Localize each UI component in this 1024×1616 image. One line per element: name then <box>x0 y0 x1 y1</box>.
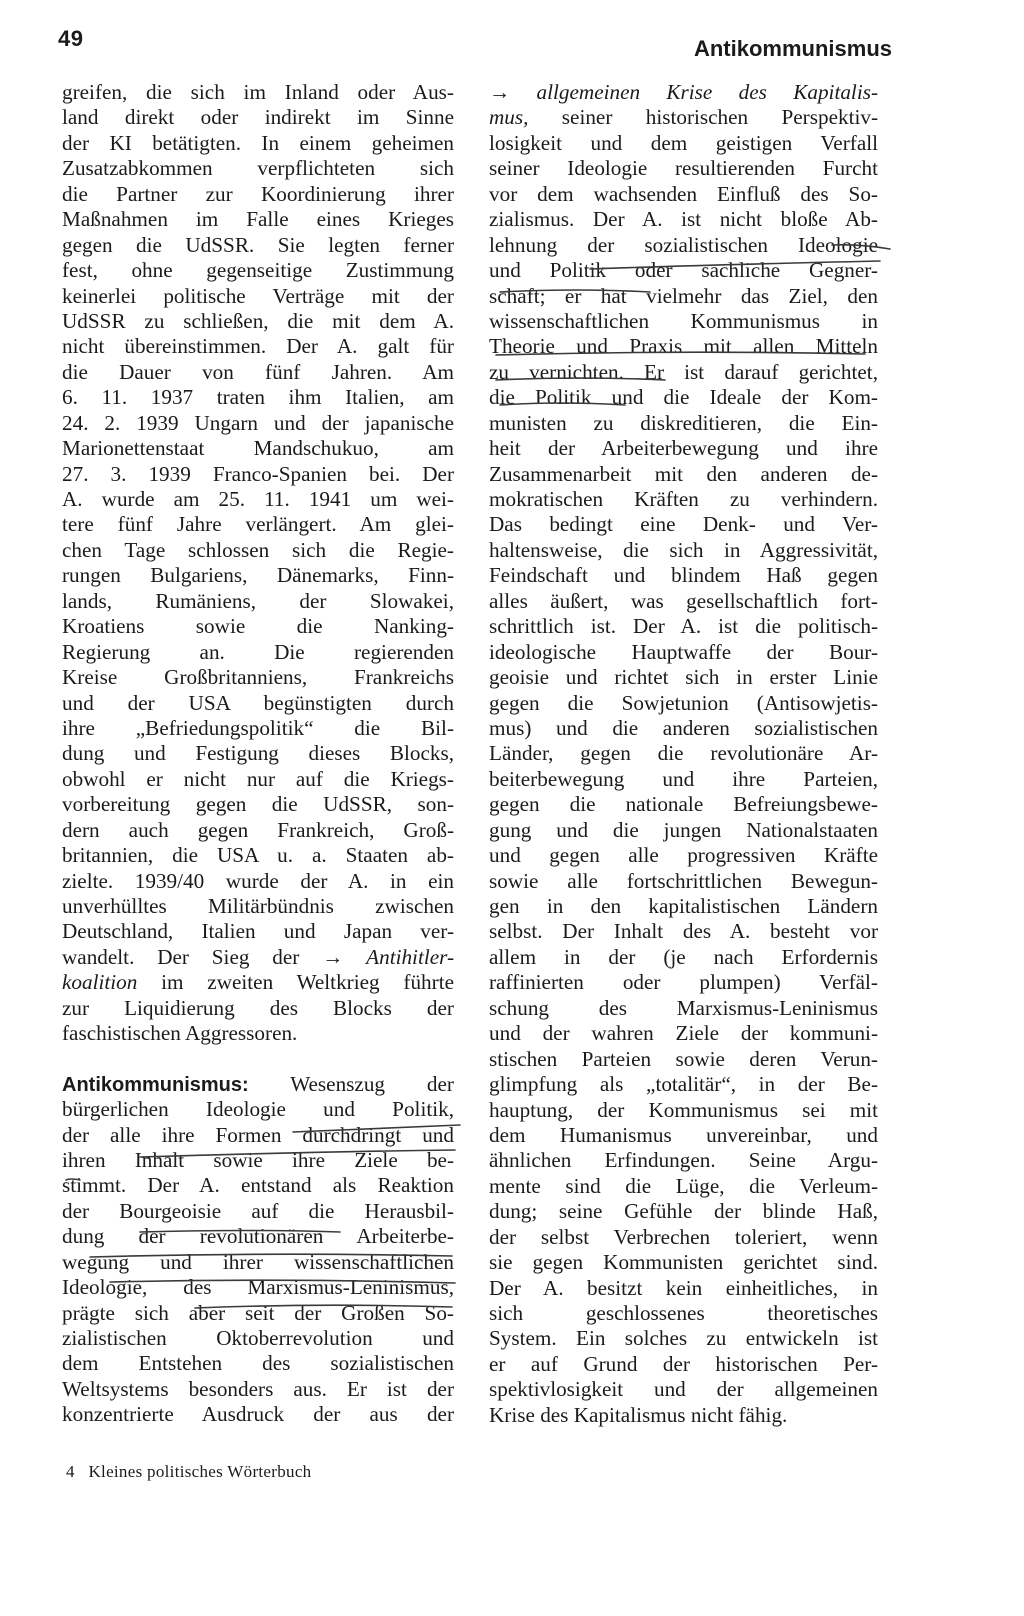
text-line: obwohl er nicht nur auf die Kriegs- <box>62 766 454 791</box>
text-line: unverhülltes Militärbündnis zwischen <box>62 894 454 918</box>
text-line: fest, ohne gegenseitige Zustimmung <box>62 258 454 283</box>
text-line: Länder, gegen die revolutionäre Ar- <box>489 741 878 766</box>
text-line: zialismus. Der A. ist nicht bloße Ab- <box>489 207 878 232</box>
text-line: gegen die nationale Befreiungsbewe- <box>489 792 878 817</box>
text-line: Zusatzabkommen verpflichteten sich <box>62 156 454 181</box>
text-line: ähnlichen Erfindungen. Seine Argu- <box>489 1148 878 1173</box>
text-line: mus, seiner historischen Perspektiv- <box>489 105 878 130</box>
signature-mark: 4 <box>66 1462 75 1481</box>
text-line: der KI betätigten. In einem geheimen <box>62 130 454 155</box>
entry-first-line: Antikommunismus: Wesenszug der <box>62 1071 454 1096</box>
text-line: konzentrierte Ausdruck der aus der <box>62 1402 454 1427</box>
text-line: mokratischen Kräften zu verhindern. <box>489 487 878 511</box>
text-line: System. Ein solches zu entwickeln ist <box>489 1326 878 1351</box>
text-line: beiterbewegung und ihre Parteien, <box>489 766 878 791</box>
text-line: wegung und ihrer wissenschaftlichen <box>62 1249 454 1274</box>
text-line: allem in der (je nach Erfordernis <box>489 944 878 969</box>
text-line: 6. 11. 1937 traten ihm Italien, am <box>62 385 454 410</box>
text-line: schung des Marxismus-Leninismus <box>489 995 878 1020</box>
text-line: seiner Ideologie resultierenden Furcht <box>489 156 878 181</box>
text-line: spektivlosigkeit und der allgemeinen <box>489 1377 878 1402</box>
text-line: Theorie und Praxis mit allen Mitteln <box>489 334 878 359</box>
text-line: tere fünf Jahre verlängert. Am glei- <box>62 512 454 537</box>
text-line: mus) und die anderen sozialistischen <box>489 715 878 740</box>
text-line: der Bourgeoisie auf die Herausbil- <box>62 1198 454 1223</box>
text-line: rungen Bulgariens, Dänemarks, Finn- <box>62 563 454 588</box>
text-line: Kroatiens sowie die Nanking- <box>62 614 454 639</box>
text-line: wandelt. Der Sieg der → Antihitler- <box>62 944 454 969</box>
text-line: A. wurde am 25. 11. 1941 um wei- <box>62 487 454 511</box>
text-line: chen Tage schlossen sich die Regie- <box>62 537 454 562</box>
text-line: gung und die jungen Nationalstaaten <box>489 817 878 842</box>
text-line: stimmt. Der A. entstand als Reaktion <box>62 1173 454 1198</box>
text-line: sowie alle fortschrittlichen Bewegun- <box>489 868 878 893</box>
text-line: Ideologie, des Marxismus-Leninismus, <box>62 1275 454 1300</box>
text-line: er auf Grund der historischen Per- <box>489 1351 878 1376</box>
dictionary-entry <box>62 1072 454 1428</box>
text-line: Weltsystems besonders aus. Er ist der <box>62 1376 454 1401</box>
text-line: stischen Parteien sowie deren Verun- <box>489 1046 878 1071</box>
text-line: ihren Inhalt sowie ihre Ziele be- <box>62 1147 454 1172</box>
text-line: zialistischen Oktoberrevolution und <box>62 1326 454 1350</box>
book-title: Kleines politisches Wörterbuch <box>88 1462 312 1481</box>
text-line: land direkt oder indirekt im Sinne <box>62 105 454 130</box>
text-line: gegen die UdSSR. Sie legten ferner <box>62 232 454 257</box>
text-line: und der wahren Ziele der kommuni- <box>489 1021 878 1046</box>
paragraph-gap <box>62 1047 454 1072</box>
text-line: 27. 3. 1939 Franco-Spanien bei. Der <box>62 461 454 486</box>
text-line: glimpfung als „totalitär“, in der Be- <box>489 1072 878 1097</box>
text-line: die Dauer von fünf Jahren. Am <box>62 359 454 384</box>
text-line: faschistischen Aggressoren. <box>62 1021 298 1046</box>
text-line: vor dem wachsenden Einfluß des So- <box>489 181 878 206</box>
text-line: schrittlich ist. Der A. ist die politisch- <box>489 614 878 639</box>
text-line: prägte sich aber seit der Großen So- <box>62 1300 454 1325</box>
text-line: 24. 2. 1939 Ungarn und der japanische <box>62 410 454 435</box>
text-line: keinerlei politische Verträge mit der <box>62 283 454 308</box>
text-line: dung; seine Gefühle der blinde Haß, <box>489 1199 878 1224</box>
text-line: der alle ihre Formen durchdringt und <box>62 1122 454 1147</box>
text-line: ideologische Hauptwaffe der Bour- <box>489 639 878 664</box>
text-line: dung der revolutionären Arbeiterbe- <box>62 1224 454 1249</box>
text-line: mente sind die Lüge, die Verleum- <box>489 1173 878 1198</box>
text-line: und Politik oder sachliche Gegner- <box>489 258 878 283</box>
text-line: vorbereitung gegen die UdSSR, son- <box>62 792 454 817</box>
right-column <box>489 80 878 1428</box>
text-line: und der USA begünstigten durch <box>62 690 454 715</box>
text-line: die Partner zur Koordinierung ihrer <box>62 181 454 206</box>
text-line: haltensweise, die sich in Aggressivität, <box>489 537 878 562</box>
running-head: Antikommunismus <box>693 36 892 61</box>
text-line: dem Humanismus unvereinbar, und <box>489 1122 878 1147</box>
text-line: und gegen alle progressiven Kräfte <box>489 843 878 868</box>
text-line: greifen, die sich im Inland oder Aus- <box>62 80 454 104</box>
text-line: zu vernichten. Er ist darauf gerichtet, <box>489 359 878 384</box>
text-line: sich geschlossenes theoretisches <box>489 1301 878 1325</box>
text-line: UdSSR zu schließen, die mit dem A. <box>62 308 454 333</box>
entry-text-continued <box>489 131 878 1428</box>
text-line: heit der Arbeiterbewegung und ihre <box>489 436 878 461</box>
text-line: lands, Rumäniens, der Slowakei, <box>62 588 454 613</box>
text-line: Das bedingt eine Denk- und Ver- <box>489 512 878 537</box>
text-line: wissenschaftlichen Kommunismus in <box>489 308 878 333</box>
text-line: der selbst Verbrechen toleriert, wenn <box>489 1224 878 1249</box>
text-line: bürgerlichen Ideologie und Politik, <box>62 1097 454 1122</box>
text-line: die Politik und die Ideale der Kom- <box>489 385 878 410</box>
text-line: Feindschaft und blindem Haß gegen <box>489 563 878 588</box>
text-line: Deutschland, Italien und Japan ver- <box>62 919 454 944</box>
text-line: dern auch gegen Frankreich, Groß- <box>62 817 454 842</box>
text-line: geoisie und richtet sich in erster Linie <box>489 665 878 690</box>
text-line: koalition im zweiten Weltkrieg führte <box>62 970 454 995</box>
text-line: Zusammenarbeit mit den anderen de- <box>489 461 878 486</box>
text-line: alles äußert, was gesellschaftlich fort- <box>489 588 878 613</box>
text-line: zielte. 1939/40 wurde der A. in ein <box>62 868 454 893</box>
text-line: ihre „Befriedungspolitik“ die Bil- <box>62 715 454 740</box>
text-line: Regierung an. Die regierenden <box>62 639 454 664</box>
text-line: losigkeit und dem geistigen Verfall <box>489 130 878 155</box>
continuation-text <box>62 80 454 945</box>
text-line: britannien, die USA u. a. Staaten ab- <box>62 843 454 868</box>
text-line: munisten zu diskreditieren, die Ein- <box>489 410 878 435</box>
text-line: hauptung, der Kommunismus sei mit <box>489 1097 878 1122</box>
text-line: Der A. besitzt kein einheitliches, in <box>489 1275 878 1300</box>
text-line: Marionettenstaat Mandschukuo, am <box>62 436 454 461</box>
text-line: dung und Festigung dieses Blocks, <box>62 741 454 766</box>
text-line: nicht übereinstimmen. Der A. galt für <box>62 334 454 359</box>
entry-keyword: Antikommunismus: <box>62 1073 249 1096</box>
text-line: Kreise Großbritanniens, Frankreichs <box>62 665 454 690</box>
entry-text <box>62 1097 454 1428</box>
text-line: Maßnahmen im Falle eines Krieges <box>62 207 454 232</box>
left-column <box>62 80 454 1428</box>
closing-text <box>62 996 454 1047</box>
text-line: selbst. Der Inhalt des A. besteht vor <box>489 919 878 944</box>
text-line: raffinierten oder plumpen) Verfäl- <box>489 970 878 995</box>
text-line: lehnung der sozialistischen Ideologie <box>489 232 878 257</box>
text-line: gen in den kapitalistischen Ländern <box>489 894 878 918</box>
text-line: gegen die Sowjetunion (Antisowjetis- <box>489 690 878 715</box>
footer <box>66 1462 312 1482</box>
text-line: zur Liquidierung des Blocks der <box>62 995 454 1020</box>
page-number: 49 <box>58 26 84 51</box>
text-line: Krise des Kapitalismus nicht fähig. <box>489 1402 788 1427</box>
text-line: → allgemeinen Krise des Kapitalis- <box>489 80 879 104</box>
text-line: schaft; er hat vielmehr das Ziel, den <box>489 283 878 308</box>
text-line: sie gegen Kommunisten gerichtet sind. <box>489 1250 878 1275</box>
text-line: dem Entstehen des sozialistischen <box>62 1351 454 1376</box>
